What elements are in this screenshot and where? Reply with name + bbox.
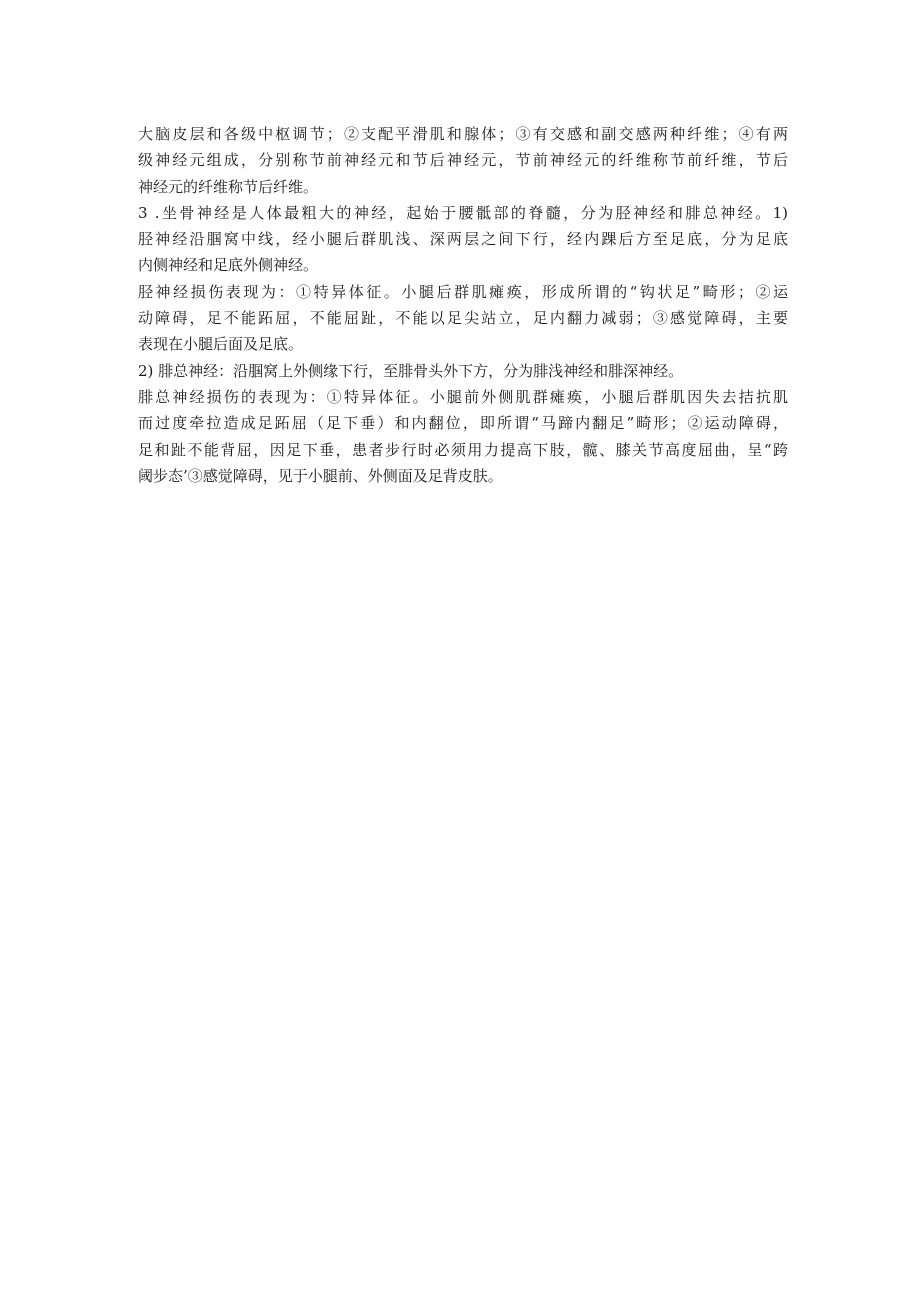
text-line: 表现在小腿后面及足底。 <box>138 335 304 354</box>
text-line: 腓总神经损伤的表现为：①特异体征。小腿前外侧肌群瘫痪，小腿后群肌因失去拮抗肌 <box>138 387 788 406</box>
text-line: 足和趾不能背屈，因足下垂，患者步行时必须用力提高下肢，髋、膝关节高度屈曲，呈“跨 <box>138 440 788 459</box>
text-line: 级神经元组成，分别称节前神经元和节后神经元，节前神经元的纤维称节前纤维，节后 <box>138 151 788 170</box>
text-line: 胫神经损伤表现为：①特异体征。小腿后群肌瘫痪，形成所谓的“钩状足”畸形；②运 <box>138 282 788 301</box>
text-line: 2) 腓总神经：沿腘窝上外侧缘下行，至腓骨头外下方，分为腓浅神经和腓深神经。 <box>138 361 684 380</box>
text-line: 阈步态’③感觉障碍，见于小腿前、外侧面及足背皮肤。 <box>138 466 503 485</box>
text-line: 内侧神经和足底外侧神经。 <box>138 256 319 275</box>
text-line: 动障碍，足不能跖屈，不能屈趾，不能以足尖站立，足内翻力减弱；③感觉障碍，主要 <box>138 309 788 328</box>
text-line: 而过度牵拉造成足跖屈（足下垂）和内翻位，即所谓“马蹄内翻足”畸形；②运动障碍， <box>138 414 788 433</box>
text-line: 神经元的纤维称节后纤维。 <box>138 177 319 196</box>
text-line: 大脑皮层和各级中枢调节；②支配平滑肌和腺体；③有交感和副交感两种纤维；④有两 <box>138 125 788 143</box>
text-line: 3 .坐骨神经是人体最粗大的神经，起始于腰骶部的脊髓，分为胫神经和腓总神经。1) <box>138 203 788 222</box>
text-line: 胫神经沿腘窝中线，经小腿后群肌浅、深两层之间下行，经内踝后方至足底，分为足底 <box>138 230 788 249</box>
document-body <box>138 121 788 489</box>
